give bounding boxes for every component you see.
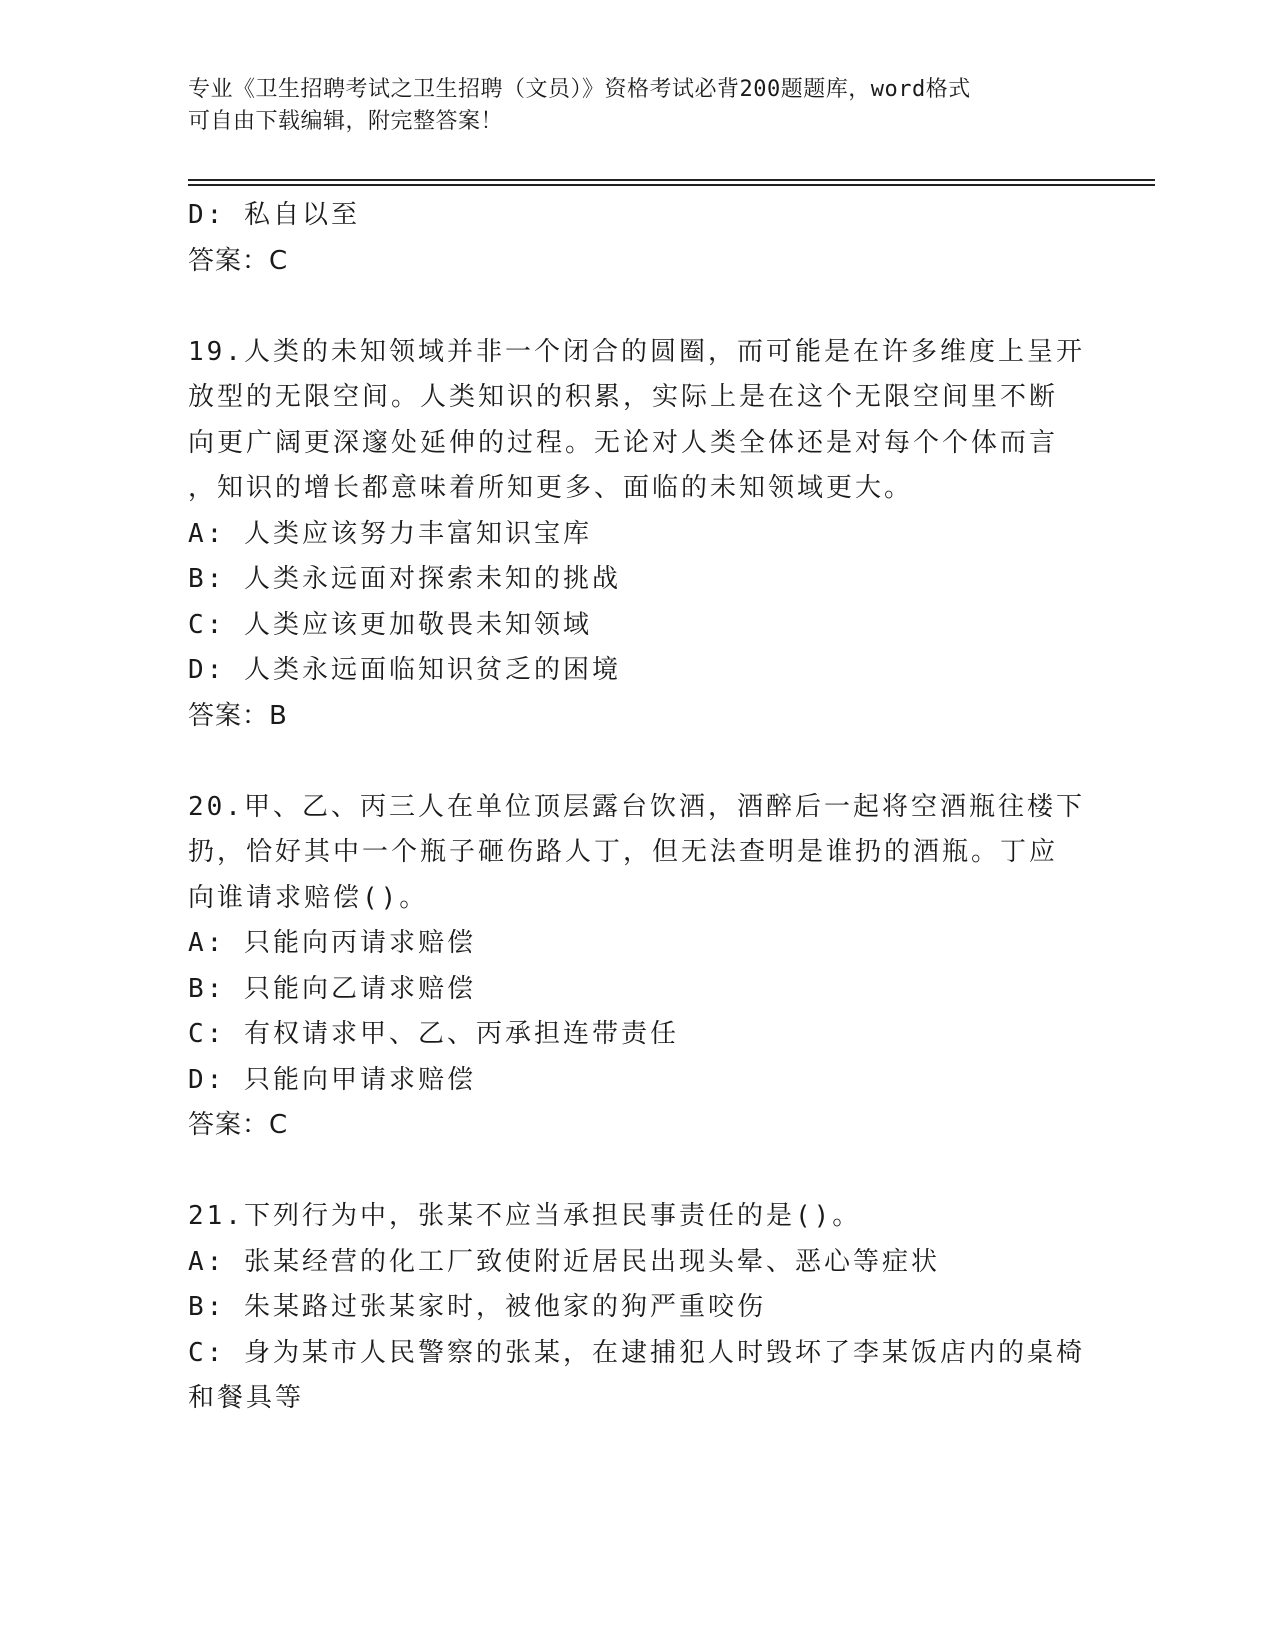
- question-18-tail: [188, 193, 1088, 284]
- spacer: [188, 1149, 1088, 1195]
- option-c: C: 身为某市人民警察的张某，在逮捕犯人时毁坏了李某饭店内的桌椅: [188, 1337, 1085, 1368]
- option-c: C: 人类应该更加敬畏未知领域: [188, 609, 592, 640]
- question-stem: 20.甲、乙、丙三人在单位顶层露台饮酒，酒醉后一起将空酒瓶往楼下: [188, 791, 1085, 822]
- answer: 答案：C: [188, 245, 289, 276]
- option-a: A: 张某经营的化工厂致使附近居民出现头晕、恶心等症状: [188, 1246, 940, 1277]
- option-b: B: 朱某路过张某家时，被他家的狗严重咬伤: [188, 1292, 766, 1322]
- spacer: [188, 284, 1088, 330]
- document-body: [188, 193, 1088, 1422]
- question-stem: 19.人类的未知领域并非一个闭合的圆圈，而可能是在许多维度上呈开: [188, 336, 1085, 367]
- option-b: B: 只能向乙请求赔偿: [188, 973, 476, 1004]
- question-stem: 21.下列行为中，张某不应当承担民事责任的是()。: [188, 1201, 862, 1231]
- option-b: B: 人类永远面对探索未知的挑战: [188, 564, 621, 594]
- question-20: [188, 785, 1088, 1149]
- header-rule-bottom: [188, 184, 1155, 186]
- answer: 答案：C: [188, 1110, 289, 1140]
- question-stem: 放型的无限空间。人类知识的积累，实际上是在这个无限空间里不断: [188, 382, 1059, 412]
- question-21: [188, 1194, 1088, 1422]
- option-a: A: 只能向丙请求赔偿: [188, 928, 476, 958]
- option-d: D: 人类永远面临知识贫乏的困境: [188, 655, 621, 685]
- header-line-2: 可自由下载编辑，附完整答案！: [188, 109, 504, 134]
- header-rule-top: [188, 179, 1155, 181]
- document-header: [188, 74, 1088, 138]
- option-c: C: 有权请求甲、乙、丙承担连带责任: [188, 1019, 679, 1049]
- spacer: [188, 739, 1088, 785]
- option-a: A: 人类应该努力丰富知识宝库: [188, 518, 592, 549]
- question-stem: ，知识的增长都意味着所知更多、面临的未知领域更大。: [188, 473, 914, 503]
- question-stem: 向谁请求赔偿()。: [188, 882, 429, 913]
- answer: 答案：B: [188, 700, 288, 731]
- option-c-continued: 和餐具等: [188, 1383, 305, 1413]
- question-stem: 向更广阔更深邃处延伸的过程。无论对人类全体还是对每个个体而言: [188, 427, 1059, 458]
- header-line-1: 专业《卫生招聘考试之卫生招聘（文员）》资格考试必背200题题库，word格式: [188, 77, 971, 102]
- option-d: D: 只能向甲请求赔偿: [188, 1064, 476, 1095]
- question-stem: 扔，恰好其中一个瓶子砸伤路人丁，但无法查明是谁扔的酒瓶。丁应: [188, 837, 1059, 867]
- question-19: [188, 330, 1088, 740]
- option-d: D: 私自以至: [188, 200, 360, 230]
